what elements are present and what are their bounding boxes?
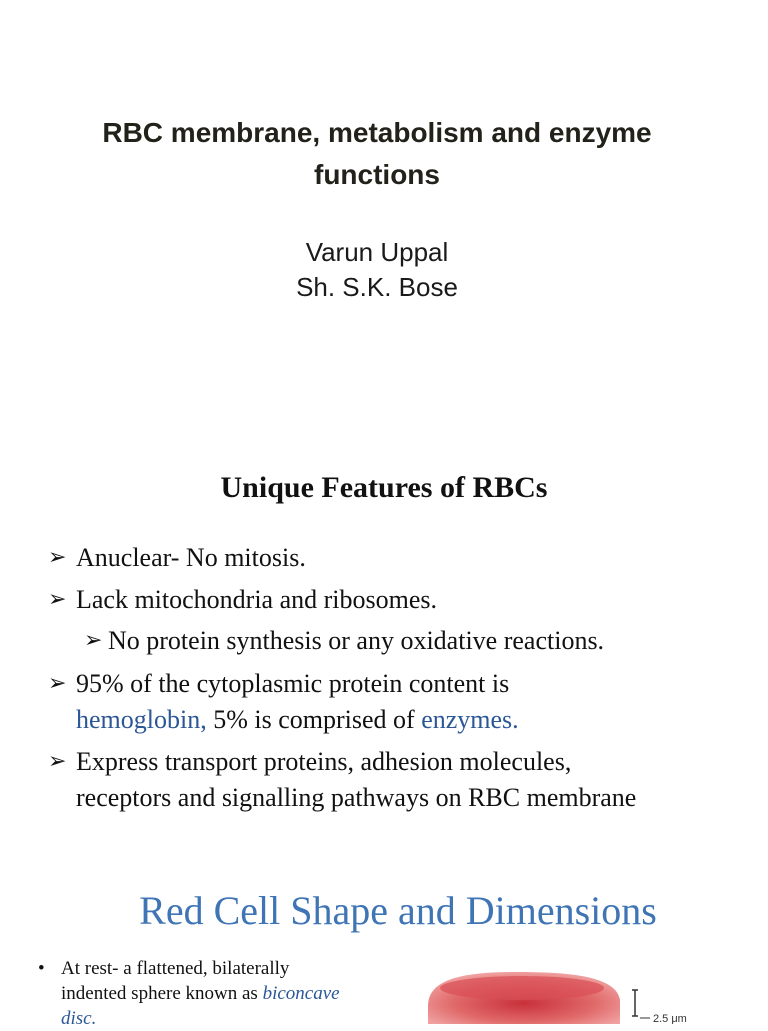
arrow-bullet-icon: ➢: [48, 749, 67, 774]
author-name: Varun Uppal: [305, 237, 449, 267]
bullet-text-continued: [76, 702, 519, 738]
slide-heading: Unique Features of RBCs: [220, 471, 548, 504]
rbc-cross-section-icon: [420, 966, 740, 1024]
bullet-text-middle: 5% is comprised of: [206, 705, 422, 734]
highlight-hemoglobin: hemoglobin,: [76, 705, 207, 734]
bullet-text: 95% of the cytoplasmic protein content is: [76, 669, 510, 698]
author-name: Sh. S.K. Bose: [296, 272, 458, 302]
arrow-bullet-icon: ➢: [84, 628, 103, 653]
bullet-text: [61, 981, 340, 1006]
bullet-text: Lack mitochondria and ribosomes.: [76, 585, 438, 614]
highlight-enzymes: enzymes.: [421, 705, 519, 734]
bullet-text: Anuclear- No mitosis.: [76, 543, 306, 572]
slide-heading: Red Cell Shape and Dimensions: [139, 888, 657, 933]
arrow-bullet-icon: ➢: [48, 671, 67, 696]
bullet-text-part: indented sphere known as: [61, 983, 263, 1004]
bullet-text: At rest- a flattened, bilaterally: [61, 958, 290, 979]
title-slide: [0, 0, 768, 420]
bullet-text: Express transport proteins, adhesion molecules,: [76, 747, 572, 776]
measure-bracket: [632, 990, 638, 1016]
bullet-dot-icon: •: [38, 958, 45, 979]
rbc-concavity: [440, 976, 604, 1000]
bullet-text: No protein synthesis or any oxidative reactions.: [108, 626, 605, 655]
arrow-bullet-icon: ➢: [48, 545, 67, 570]
presentation-title: RBC membrane, metabolism and enzyme functions: [102, 117, 652, 190]
arrow-bullet-icon: ➢: [48, 587, 67, 612]
measure-label: 2.5 μm: [653, 1013, 687, 1024]
bullet-text: disc.: [61, 1008, 97, 1029]
highlight-biconcave: biconcave: [262, 983, 340, 1004]
bullet-text-continued: receptors and signalling pathways on RBC membrane: [76, 783, 637, 812]
